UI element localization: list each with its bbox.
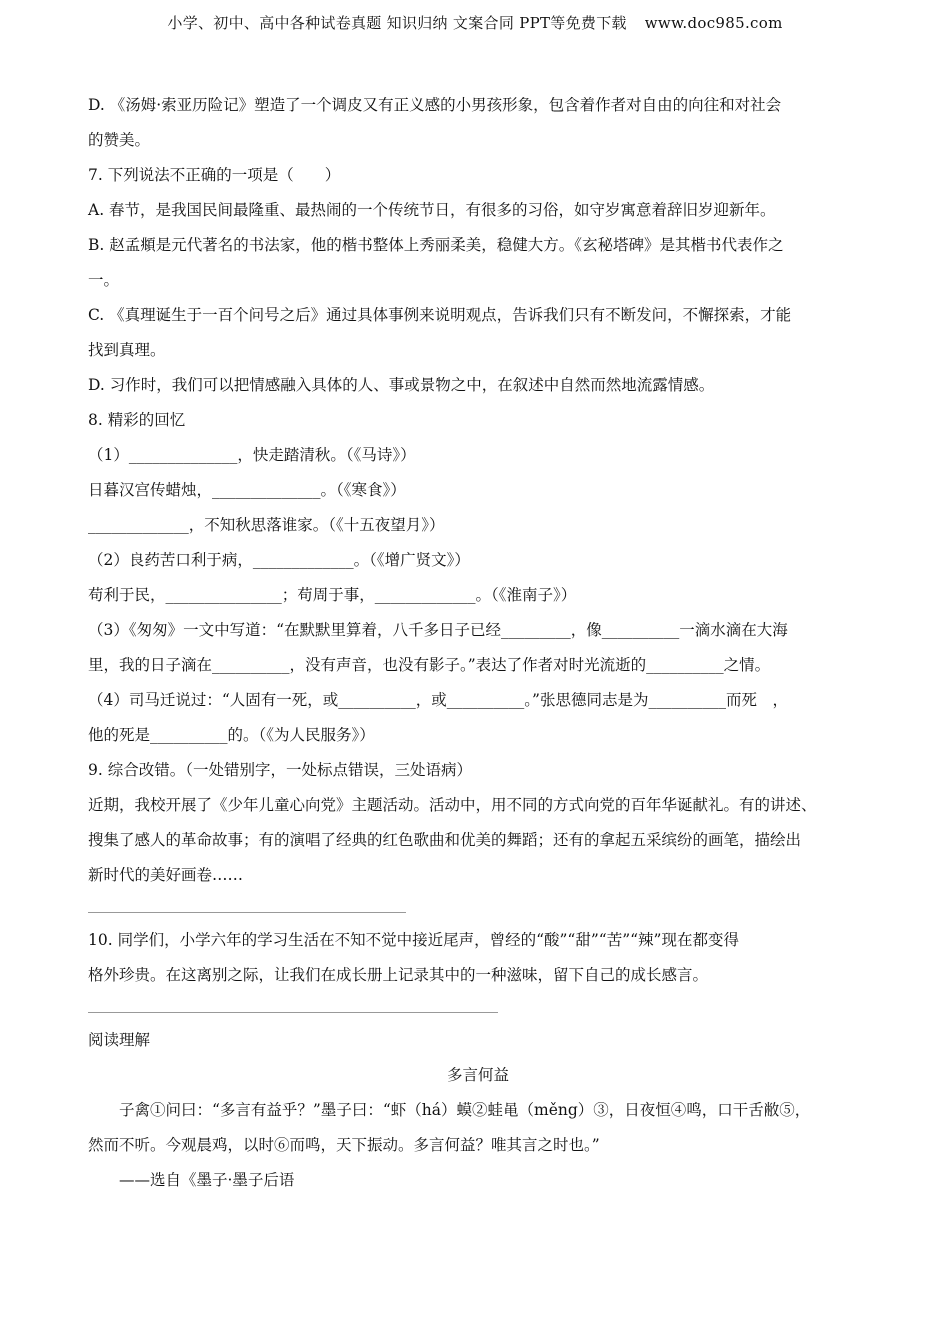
q8-line-2: 日暮汉宫传蜡烛，______________。（《寒食》） <box>88 481 406 499</box>
q7-option-c-line1: C. 《真理诞生于一百个问号之后》通过具体事例来说明观点，告诉我们只有不断发问，不懈探索，才能 <box>88 306 792 324</box>
q7-stem: 7. 下列说法不正确的一项是（ ） <box>88 166 341 184</box>
q10-line1: 10. 同学们，小学六年的学习生活在不知不觉中接近尾声，曾经的“酸”“甜”“苦”“辣”现在都变得 <box>88 931 739 949</box>
reading-passage-line1: 子禽①问曰：“多言有益乎？”墨子曰：“虾（há）蟆②蛙黾（měng）③，日夜恒④鸣，口干舌敝⑤， <box>119 1101 811 1119</box>
q8-line-5: 苟利于民，_______________；苟周于事，_____________。（《淮南子》） <box>88 586 577 604</box>
q7-option-c-line2: 找到真理。 <box>88 341 166 359</box>
q8-line-3: _____________，不知秋思落谁家。（《十五夜望月》） <box>88 516 445 534</box>
q7-option-b-line1: B. 赵孟頫是元代著名的书法家，他的楷书整体上秀丽柔美，稳健大方。《玄秘塔碑》是其楷书代表作之 <box>88 236 784 254</box>
q6-option-d-line2: 的赞美。 <box>88 131 151 149</box>
q9-passage-line1: 近期，我校开展了《少年儿童心向党》主题活动。活动中，用不同的方式向党的百年华诞献礼。有的讲述、 <box>88 796 817 814</box>
q8-line-6: （3）《匆匆》一文中写道：“在默默里算着，八千多日子已经_________，像__________一滴水滴在大海 <box>88 621 788 639</box>
q7-option-d: D. 习作时，我们可以把情感融入具体的人、事或景物之中，在叙述中自然而然地流露情感。 <box>88 376 715 394</box>
q8-stem: 8. 精彩的回忆 <box>88 411 186 429</box>
q7-option-a: A. 春节，是我国民间最隆重、最热闹的一个传统节日，有很多的习俗，如守岁寓意着辞旧岁迎新年。 <box>88 201 776 219</box>
reading-passage-line2: 然而不听。今观晨鸡，以时⑥而鸣，天下振动。多言何益？唯其言之时也。” <box>88 1136 600 1154</box>
q8-line-4: （2）良药苦口利于病，_____________。（《增广贤文》） <box>88 551 470 569</box>
q8-line-7: 里，我的日子滴在__________，没有声音，也没有影子。”表达了作者对时光流逝的__________之情。 <box>88 656 771 674</box>
q6-option-d-line1: D. 《汤姆·索亚历险记》塑造了一个调皮又有正义感的小男孩形象，包含着作者对自由的向往和对社会 <box>88 96 782 114</box>
q8-line-1: （1）______________，快走踏清秋。（《马诗》） <box>88 446 416 464</box>
reading-title: 多言何益 <box>446 1066 509 1084</box>
q9-passage-line3: 新时代的美好画卷…… <box>88 866 244 884</box>
reading-section-label: 阅读理解 <box>88 1031 151 1049</box>
q10-answer-line[interactable] <box>88 1011 498 1013</box>
reading-source: ——选自《墨子·墨子后语 <box>119 1171 295 1189</box>
q9-answer-line[interactable] <box>88 911 406 913</box>
q8-line-8: （4）司马迁说过：“人固有一死，或__________，或__________。”张思德同志是为__________而死 ， <box>88 691 788 709</box>
q9-passage-line2: 搜集了感人的革命故事；有的演唱了经典的红色歌曲和优美的舞蹈；还有的拿起五采缤纷的画笔，描绘出 <box>88 831 802 849</box>
q10-line2: 格外珍贵。在这离别之际，让我们在成长册上记录其中的一种滋味，留下自己的成长感言。 <box>88 966 709 984</box>
q8-line-9: 他的死是__________的。（《为人民服务》） <box>88 726 375 744</box>
page-header <box>0 12 950 33</box>
header-site-link[interactable]: www.doc985.com <box>644 14 783 32</box>
document-body <box>88 88 868 1198</box>
q7-option-b-line2: 一。 <box>88 271 120 289</box>
header-text: 小学、初中、高中各种试卷真题 知识归纳 文案合同 PPT等免费下载 <box>167 14 627 32</box>
q9-stem: 9. 综合改错。（一处错别字，一处标点错误，三处语病） <box>88 761 472 779</box>
